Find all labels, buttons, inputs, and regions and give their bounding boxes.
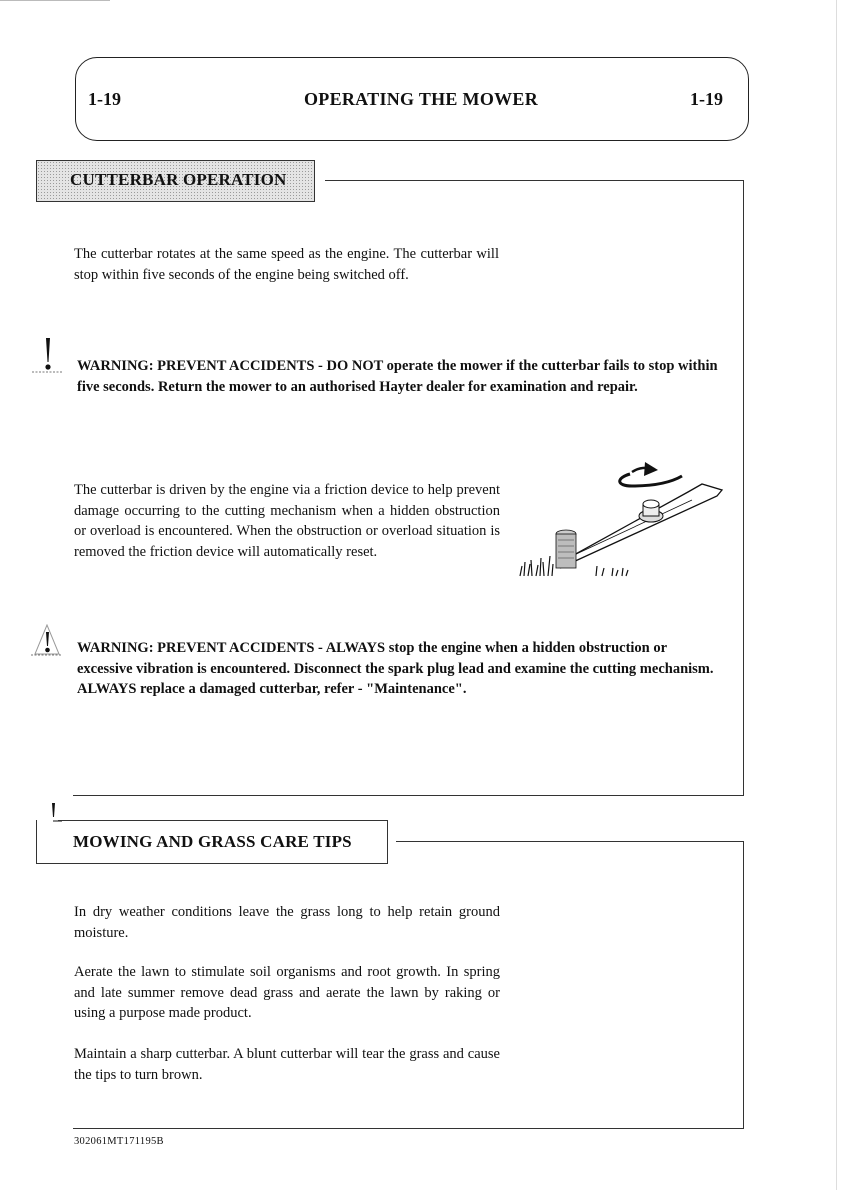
section-frame-bottom — [73, 795, 744, 796]
section-frame-right — [743, 180, 744, 795]
scan-edge-right — [836, 0, 837, 1190]
section-frame-right — [743, 841, 744, 1128]
tip-item: Maintain a sharp cutterbar. A blunt cutterbar will tear the grass and cause the tips to turn brown. — [74, 1046, 500, 1083]
document-code: 302061MT171195B — [74, 1136, 164, 1147]
friction-device-text: The cutterbar is driven by the engine via a friction device to help prevent damage occurring to the cutting mechanism when a hidden obstruction or overload is encountered. When the obstruction or overload situation is removed the friction device will automatically reset. — [74, 482, 500, 560]
section-frame-top — [325, 180, 744, 181]
section-frame-top — [396, 841, 744, 842]
exclamation-warning-icon — [31, 624, 63, 658]
tip-item: Aerate the lawn to stimulate soil organisms and root growth. In spring and late summer remove dead grass and aerate the lawn by raking or using a purpose made product. — [74, 964, 500, 1021]
cutterbar-intro-text: The cutterbar rotates at the same speed as the engine. The cutterbar will stop within five seconds of the engine being switched off. — [74, 246, 499, 283]
warning-text-cutterbar-stop: WARNING: PREVENT ACCIDENTS - DO NOT operate the mower if the cutterbar fails to stop within five seconds. Return the mower to an authorised Hayter dealer for examination and repair. — [77, 358, 718, 395]
section-heading-cutterbar: CUTTERBAR OPERATION — [70, 170, 287, 189]
section-heading-tips: MOWING AND GRASS CARE TIPS — [73, 832, 352, 851]
warning-text-hidden-obstruction: WARNING: PREVENT ACCIDENTS - ALWAYS stop the engine when a hidden obstruction or excessive vibration is encountered. Disconnect the spark plug lead and examine the cutting mechanism. ALWAYS replace a damaged cutterbar, refer - "Maintenance". — [77, 640, 714, 697]
page-number-left: 1-19 — [88, 89, 121, 109]
exclamation-warning-icon — [31, 336, 63, 376]
page-title: OPERATING THE MOWER — [303, 89, 539, 109]
scan-edge-top — [0, 0, 110, 1]
page-number-right: 1-19 — [690, 89, 723, 109]
section-frame-bottom — [73, 1128, 744, 1129]
tip-item: In dry weather conditions leave the grass long to help retain ground moisture. — [74, 904, 500, 941]
rotating-cutterbar-illustration — [512, 456, 734, 582]
